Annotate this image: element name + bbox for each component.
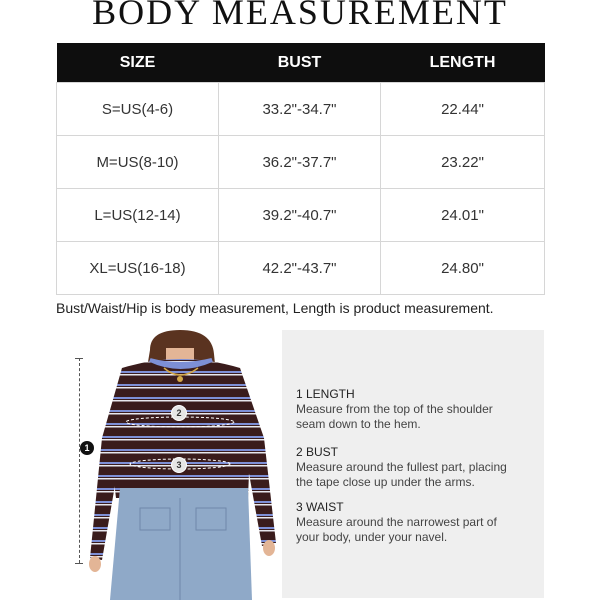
cell-length: 24.80" — [381, 242, 545, 295]
table-row — [57, 136, 545, 189]
step-heading: 2 BUST — [296, 445, 339, 459]
cell-bust: 42.2"-43.7" — [219, 242, 381, 295]
cell-length: 22.44" — [381, 83, 545, 136]
table-header-row — [57, 43, 545, 83]
step-desc-line: your body, under your navel. — [296, 530, 448, 544]
cell-length: 23.22" — [381, 136, 545, 189]
marker-length: 1 — [80, 441, 94, 455]
length-ruler — [79, 358, 80, 563]
step-desc-line: seam down to the hem. — [296, 417, 421, 431]
cell-length: 24.01" — [381, 189, 545, 242]
table-row — [57, 83, 545, 136]
header-size: SIZE — [57, 43, 219, 83]
ruler-top-cap — [75, 358, 83, 359]
step-desc-line: the tape close up under the arms. — [296, 475, 475, 489]
table-row — [57, 189, 545, 242]
cell-size: L=US(12-14) — [57, 189, 219, 242]
cell-bust: 36.2"-37.7" — [219, 136, 381, 189]
table-row — [57, 242, 545, 295]
marker-bust: 2 — [171, 405, 187, 421]
step-desc-line: Measure around the narrowest part of — [296, 515, 497, 529]
ruler-bottom-cap — [75, 563, 83, 564]
size-chart-table — [56, 43, 545, 295]
cell-bust: 33.2"-34.7" — [219, 83, 381, 136]
marker-waist: 3 — [171, 457, 187, 473]
step-bust — [296, 445, 507, 490]
step-desc-line: Measure around the fullest part, placing — [296, 460, 507, 474]
cell-size: XL=US(16-18) — [57, 242, 219, 295]
page-title: BODY MEASUREMENT — [92, 0, 508, 32]
step-desc-line: Measure from the top of the shoulder — [296, 402, 493, 416]
step-length — [296, 387, 493, 432]
cell-size: M=US(8-10) — [57, 136, 219, 189]
step-heading: 3 WAIST — [296, 500, 344, 514]
cell-bust: 39.2"-40.7" — [219, 189, 381, 242]
measurement-note: Bust/Waist/Hip is body measurement, Length is product measurement. — [56, 300, 494, 316]
cell-size: S=US(4-6) — [57, 83, 219, 136]
step-heading: 1 LENGTH — [296, 387, 355, 401]
header-length: LENGTH — [381, 43, 545, 83]
header-bust: BUST — [219, 43, 381, 83]
step-waist — [296, 500, 497, 545]
